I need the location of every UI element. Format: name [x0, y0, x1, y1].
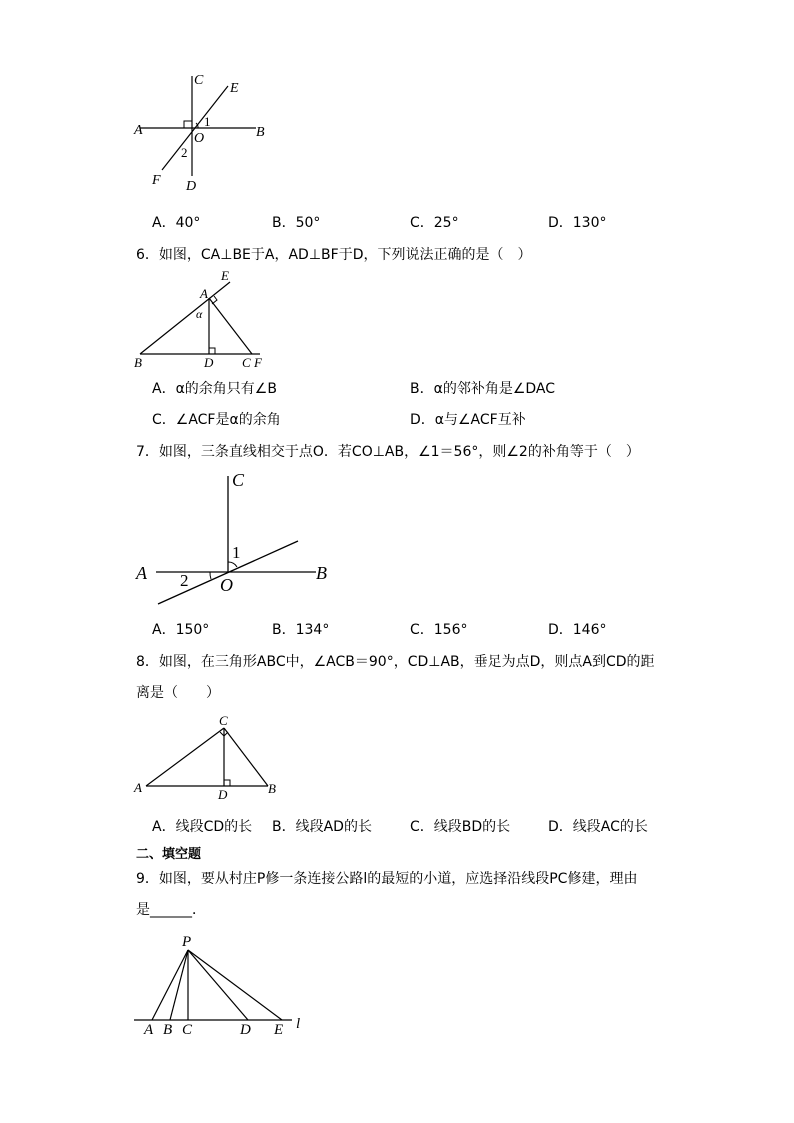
q5-label-F: F	[152, 173, 161, 188]
q5-label-A: A	[134, 123, 143, 138]
q7-label-C: C	[232, 470, 245, 490]
q9-label-A: A	[144, 1022, 154, 1038]
q6-option-d[interactable]: D．α与∠ACF互补	[410, 412, 526, 428]
q7-label-O: O	[220, 575, 233, 595]
q5-label-E: E	[230, 81, 239, 96]
q5-label-D: D	[186, 179, 197, 194]
q8-stem-line2: 离是（ ）	[136, 685, 220, 701]
q8-label-B: B	[268, 781, 276, 796]
q7-option-c[interactable]: C．156°	[410, 622, 468, 638]
figure-q6	[128, 266, 278, 374]
q5-label-C: C	[194, 73, 204, 88]
q6-option-a[interactable]: A．α的余角只有∠B	[152, 381, 277, 397]
q6-label-F: F	[254, 355, 262, 370]
q6-option-c[interactable]: C．∠ACF是α的余角	[152, 412, 281, 428]
q8-label-C: C	[219, 713, 228, 728]
q5-option-b[interactable]: B．50°	[272, 215, 321, 231]
q8-label-A: A	[134, 780, 142, 795]
q8-option-c[interactable]: C．线段BD的长	[410, 819, 511, 835]
q9-stem-line1: 9．如图，要从村庄P修一条连接公路l的最短的小道，应选择沿线段PC修建，理由	[136, 871, 638, 887]
section-title-fill-in: 二、填空题	[136, 847, 202, 862]
q9-label-l: l	[296, 1016, 301, 1032]
q5-option-c[interactable]: C．25°	[410, 215, 459, 231]
q6-label-B: B	[134, 355, 142, 370]
q6-label-D: D	[204, 355, 214, 370]
q5-label-1: 1	[204, 114, 211, 129]
q5-option-a[interactable]: A．40°	[152, 215, 201, 231]
q7-option-a[interactable]: A．150°	[152, 622, 210, 638]
q8-option-a[interactable]: A．线段CD的长	[152, 819, 253, 835]
q9-label-E: E	[274, 1022, 284, 1038]
q7-label-A: A	[136, 563, 147, 583]
q8-option-b[interactable]: B．线段AD的长	[272, 819, 372, 835]
q6-option-b[interactable]: B．α的邻补角是∠DAC	[410, 381, 556, 397]
figure-q8	[128, 710, 288, 802]
q6-label-E: E	[221, 268, 229, 283]
q6-label-alpha: α	[196, 307, 203, 321]
q9-label-C: C	[182, 1022, 193, 1038]
q7-stem: 7．如图，三条直线相交于点O．若CO⊥AB，∠1＝56°，则∠2的补角等于（ ）	[136, 444, 640, 460]
q8-stem-line1: 8．如图，在三角形ABC中，∠ACB＝90°，CD⊥AB，垂足为点D，则点A到CD的距	[136, 654, 655, 670]
q9-label-P: P	[182, 934, 192, 950]
q7-label-2: 2	[180, 571, 189, 590]
q5-label-O: O	[194, 131, 205, 146]
figure-q5	[128, 68, 278, 198]
q7-label-1: 1	[232, 543, 241, 562]
q7-option-d[interactable]: D．146°	[548, 622, 607, 638]
q8-label-D: D	[218, 787, 228, 802]
q5-label-B: B	[256, 125, 265, 140]
q9-label-B: B	[163, 1022, 173, 1038]
q6-label-C: C	[242, 355, 251, 370]
figure-q7	[128, 466, 338, 608]
q8-option-d[interactable]: D．线段AC的长	[548, 819, 648, 835]
q7-label-B: B	[316, 563, 327, 583]
q9-stem-line2: 是______．	[136, 902, 206, 918]
q6-label-A: A	[200, 286, 208, 301]
q7-option-b[interactable]: B．134°	[272, 622, 330, 638]
figure-q9	[128, 928, 318, 1040]
q9-label-D: D	[240, 1022, 251, 1038]
q5-option-d[interactable]: D．130°	[548, 215, 607, 231]
q6-stem: 6．如图，CA⊥BE于A，AD⊥BF于D，下列说法正确的是（ ）	[136, 247, 532, 263]
q5-label-2: 2	[181, 145, 188, 160]
